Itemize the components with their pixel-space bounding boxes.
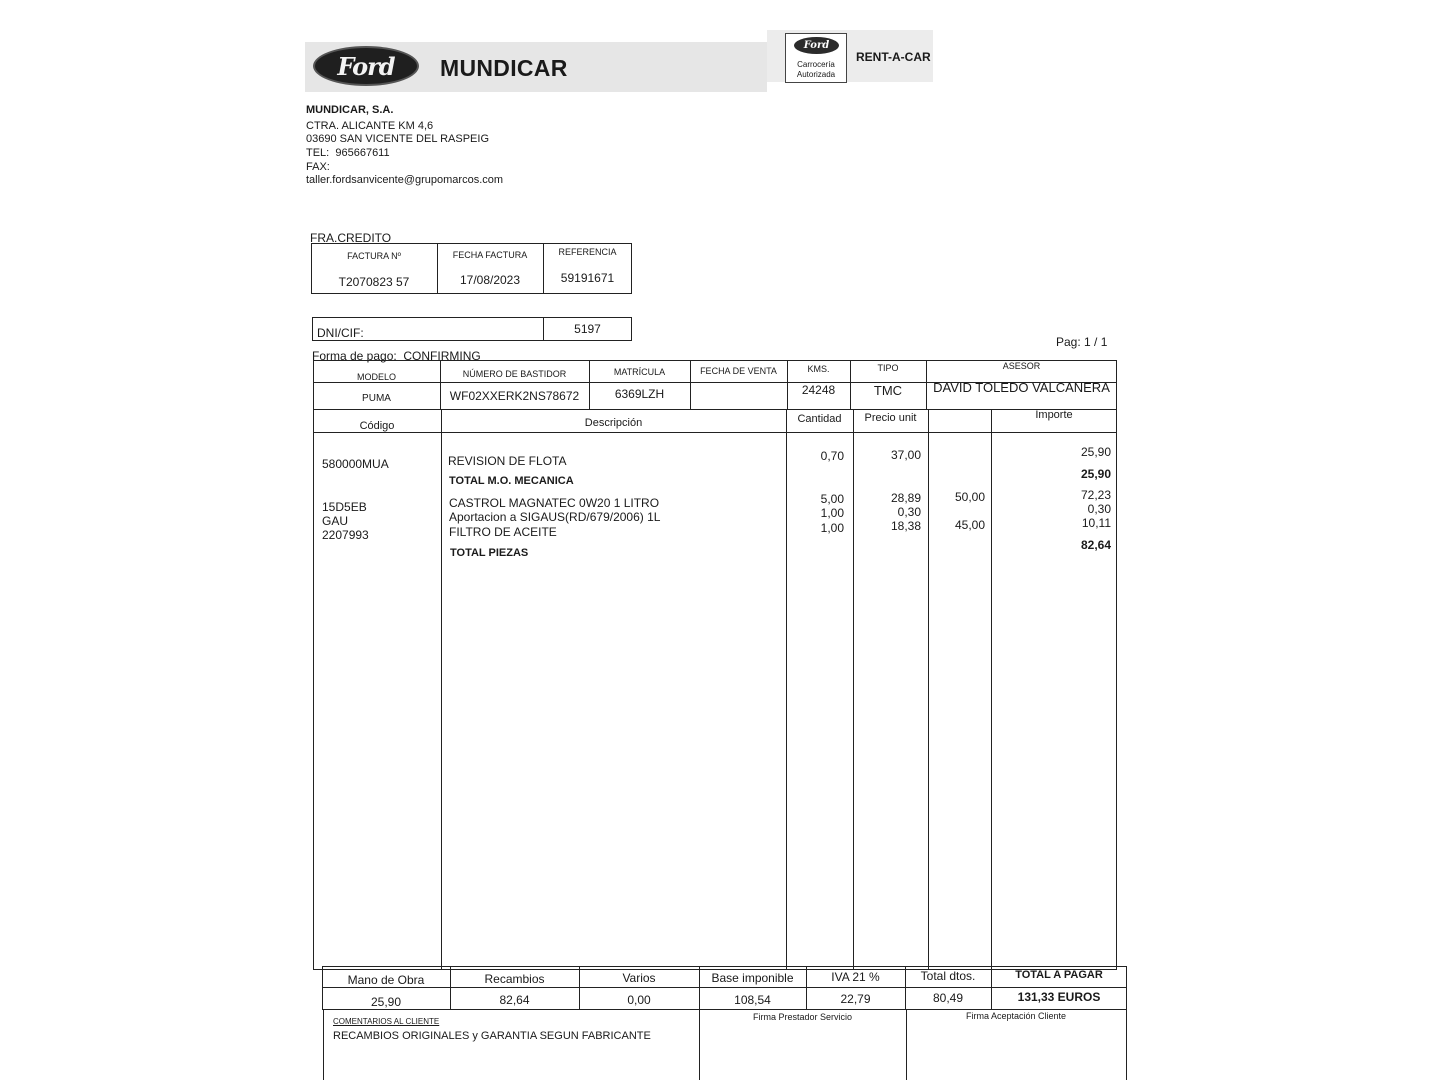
company-fax: FAX: bbox=[306, 161, 330, 173]
referencia-label: REFERENCIA bbox=[558, 247, 617, 257]
iva-label: IVA 21 % bbox=[831, 970, 880, 984]
ford-mini-logo-text: Ford bbox=[803, 40, 830, 51]
tipo-label: TIPO bbox=[877, 363, 899, 373]
carroceria-text: Carrocería Autorizada bbox=[796, 60, 836, 79]
modelo-label: MODELO bbox=[356, 372, 396, 382]
rent-a-car-label: RENT-A-CAR bbox=[856, 50, 931, 64]
line-2-cantidad: 5,00 bbox=[820, 492, 844, 506]
line-4-descripcion: FILTRO DE ACEITE bbox=[449, 525, 557, 539]
factura-value: T2070823 57 bbox=[338, 275, 410, 289]
fecha-factura-label: FECHA FACTURA bbox=[452, 250, 528, 260]
recambios-label: Recambios bbox=[484, 972, 545, 986]
carroceria-badge bbox=[785, 33, 847, 83]
asesor-label: ASESOR bbox=[1002, 361, 1041, 371]
line-4-importe: 10,11 bbox=[1081, 516, 1111, 530]
line-1-cantidad: 0,70 bbox=[820, 449, 844, 463]
dni-value: 5197 bbox=[574, 322, 601, 336]
kms-label: KMS. bbox=[807, 364, 830, 374]
company-email: taller.fordsanvicente@grupomarcos.com bbox=[306, 174, 504, 186]
comentarios-text: RECAMBIOS ORIGINALES y GARANTIA SEGUN FABRICANTE bbox=[333, 1030, 651, 1042]
factura-label: FACTURA Nº bbox=[347, 251, 401, 261]
total-pagar-label: TOTAL A PAGAR bbox=[1015, 969, 1103, 981]
line-3-precio: 0,30 bbox=[897, 505, 921, 519]
line-4-cantidad: 1,00 bbox=[820, 521, 844, 535]
subtotal-piezas-label: TOTAL PIEZAS bbox=[450, 547, 529, 559]
line-1-descripcion: REVISION DE FLOTA bbox=[448, 454, 567, 468]
col-cantidad: Cantidad bbox=[797, 413, 842, 425]
line-2-codigo: 15D5EB bbox=[322, 500, 367, 514]
varios-label: Varios bbox=[622, 971, 656, 985]
matricula-value: 6369LZH bbox=[614, 387, 665, 401]
forma-pago-value: CONFIRMING bbox=[403, 349, 481, 363]
tipo-value: TMC bbox=[873, 383, 903, 398]
iva-value: 22,79 bbox=[840, 992, 871, 1006]
asesor-value: DAVID TOLEDO VALCANERA bbox=[933, 380, 1110, 395]
ford-mini-logo bbox=[794, 37, 839, 54]
fecha-venta-label: FECHA DE VENTA bbox=[700, 366, 777, 376]
referencia-value: 59191671 bbox=[560, 271, 615, 285]
company-name: MUNDICAR, S.A. bbox=[306, 104, 394, 116]
modelo-value: PUMA bbox=[362, 393, 391, 404]
ford-logo bbox=[313, 46, 419, 86]
subtotal-mo-label: TOTAL M.O. MECANICA bbox=[449, 475, 574, 487]
line-3-cantidad: 1,00 bbox=[820, 506, 844, 520]
tel-label: TEL: bbox=[306, 147, 330, 159]
page-number: Pag: 1 / 1 bbox=[1056, 335, 1108, 349]
col-precio: Precio unit bbox=[864, 412, 917, 424]
total-pagar-value: 131,33 EUROS bbox=[1017, 990, 1101, 1004]
firma-prestador-label: Firma Prestador Servicio bbox=[752, 1012, 853, 1022]
brand-title: MUNDICAR bbox=[440, 55, 568, 81]
line-1-precio: 37,00 bbox=[890, 448, 921, 462]
bastidor-label: NÚMERO DE BASTIDOR bbox=[462, 369, 567, 379]
base-imponible-value: 108,54 bbox=[734, 993, 771, 1007]
subtotal-mo-importe: 25,90 bbox=[1080, 467, 1111, 481]
line-1-importe: 25,90 bbox=[1080, 445, 1111, 459]
line-2-descripcion: CASTROL MAGNATEC 0W20 1 LITRO bbox=[449, 496, 660, 510]
total-dtos-label: Total dtos. bbox=[920, 969, 976, 983]
firma-cliente-label: Firma Aceptación Cliente bbox=[965, 1011, 1067, 1021]
bastidor-value: WF02XXERK2NS78672 bbox=[449, 389, 580, 403]
line-2-precio: 28,89 bbox=[890, 491, 921, 505]
line-4-codigo: 2207993 bbox=[322, 528, 369, 542]
forma-pago-label: Forma de pago: bbox=[312, 349, 397, 363]
comentarios-label: COMENTARIOS AL CLIENTE bbox=[333, 1017, 440, 1026]
kms-value: 24248 bbox=[801, 383, 836, 397]
mano-obra-value: 25,90 bbox=[370, 995, 402, 1009]
company-tel bbox=[306, 146, 390, 160]
subtotal-piezas-importe: 82,64 bbox=[1080, 538, 1111, 552]
line-2-importe: 72,23 bbox=[1080, 488, 1111, 502]
recambios-value: 82,64 bbox=[499, 993, 530, 1007]
line-3-descripcion: Aportacion a SIGAUS(RD/679/2006) 1L bbox=[449, 510, 661, 524]
line-3-importe: 0,30 bbox=[1087, 502, 1111, 516]
ford-logo-text: Ford bbox=[337, 51, 395, 81]
fecha-factura-value: 17/08/2023 bbox=[459, 273, 521, 287]
dni-label: DNI/CIF: bbox=[317, 326, 364, 340]
line-2-dto: 50,00 bbox=[954, 490, 985, 504]
col-codigo: Código bbox=[359, 420, 395, 432]
col-importe: Importe bbox=[1035, 409, 1073, 421]
tel-value: 965667611 bbox=[335, 147, 390, 159]
line-3-codigo: GAU bbox=[322, 514, 349, 528]
mano-obra-label: Mano de Obra bbox=[347, 973, 425, 987]
company-address-1: CTRA. ALICANTE KM 4,6 bbox=[306, 120, 434, 132]
line-4-dto: 45,00 bbox=[954, 518, 985, 532]
matricula-label: MATRÍCULA bbox=[613, 367, 666, 377]
line-1-codigo: 580000MUA bbox=[322, 457, 389, 471]
total-dtos-value: 80,49 bbox=[932, 991, 964, 1005]
line-4-precio: 18,38 bbox=[890, 519, 921, 533]
base-imponible-label: Base imponible bbox=[711, 971, 794, 985]
company-address-2: 03690 SAN VICENTE DEL RASPEIG bbox=[306, 133, 489, 145]
varios-value: 0,00 bbox=[627, 993, 651, 1007]
invoice-type: FRA.CREDITO bbox=[310, 231, 392, 245]
col-descripcion: Descripción bbox=[584, 417, 643, 429]
